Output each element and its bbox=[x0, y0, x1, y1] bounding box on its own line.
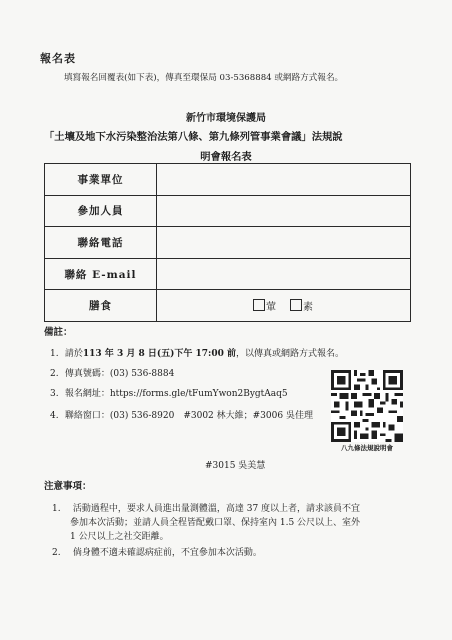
qr-code-icon[interactable] bbox=[331, 370, 403, 442]
label-company: 事業單位 bbox=[45, 164, 157, 196]
note-2-text: 傳真號碼：(03) 536-8884 bbox=[64, 369, 175, 379]
company-field[interactable] bbox=[157, 164, 411, 196]
note-3 bbox=[50, 386, 288, 399]
note-4-contact-extra: #3015 吳美慧 bbox=[205, 461, 266, 471]
note-2 bbox=[50, 366, 174, 379]
form-row-attendee bbox=[45, 195, 411, 227]
note-1 bbox=[50, 346, 344, 359]
form-title-line2: 明會報名表 bbox=[200, 151, 252, 163]
form-row-phone bbox=[45, 227, 411, 259]
attention-heading: 注意事項： bbox=[44, 481, 92, 492]
meal-option-meat-label: 葷 bbox=[266, 302, 276, 314]
label-phone: 聯絡電話 bbox=[45, 227, 157, 259]
checkbox-veg[interactable] bbox=[290, 299, 302, 311]
attention-2-text: 倘身體不適未確認病症前，不宜參加本次活動。 bbox=[72, 548, 262, 558]
note-4-text: 聯絡窗口：(03) 536-8920 #3002 林大維；#3006 吳佳理 bbox=[64, 411, 313, 421]
label-email: 聯絡 E-mail bbox=[45, 258, 157, 290]
note-1-post: ，以傳真或網路方式報名。 bbox=[236, 349, 345, 359]
attention-1-line3: 1 公尺以上之社交距離。 bbox=[70, 532, 169, 542]
form-title-line1: 「土壤及地下水污染整治法第八條、第九條列管事業會議」法規說 bbox=[44, 131, 343, 143]
note-3-number: 3. bbox=[50, 389, 59, 399]
attention-2-number: 2. bbox=[52, 548, 61, 558]
registration-link[interactable]: 報名網址：https://forms.gle/tFumYwon2BygtAaq5 bbox=[64, 389, 288, 399]
note-2-number: 2. bbox=[50, 369, 59, 379]
attendee-field[interactable] bbox=[157, 195, 411, 227]
form-row-email bbox=[45, 258, 411, 290]
attention-item-2 bbox=[52, 545, 262, 558]
email-field[interactable] bbox=[157, 258, 411, 290]
meal-options bbox=[157, 290, 411, 322]
meal-option-veg[interactable] bbox=[290, 298, 313, 313]
form-row-meal bbox=[45, 290, 411, 322]
attention-item-1 bbox=[52, 501, 360, 514]
section-heading: 報名表 bbox=[40, 52, 76, 65]
note-4-number: 4. bbox=[50, 411, 59, 421]
phone-field[interactable] bbox=[157, 227, 411, 259]
organization-name: 新竹市環境保護局 bbox=[186, 113, 266, 124]
label-attendee: 參加人員 bbox=[45, 195, 157, 227]
intro-text: 填寫報名回覆表(如下表)，傳真至環保局 03-5368884 或網路方式報名。 bbox=[64, 73, 344, 83]
meal-option-meat[interactable] bbox=[253, 298, 276, 313]
attention-1-number: 1. bbox=[52, 504, 61, 514]
note-1-deadline: 113 年 3 月 8 日(五)下午 17:00 前 bbox=[82, 349, 237, 359]
note-1-pre: 請於 bbox=[64, 349, 83, 359]
attention-1-line2: 參加本次活動；並請人員全程皆配戴口罩、保持室內 1.5 公尺以上、室外 bbox=[70, 518, 361, 528]
checkbox-meat[interactable] bbox=[253, 299, 265, 311]
registration-form-table bbox=[44, 163, 411, 322]
label-meal: 膳食 bbox=[45, 290, 157, 322]
note-1-number: 1. bbox=[50, 349, 59, 359]
notes-heading: 備註： bbox=[44, 327, 73, 338]
attention-1-line1: 活動過程中，要求人員進出量測體溫，高達 37 度以上者，請求該員不宜 bbox=[72, 504, 361, 514]
note-4 bbox=[50, 408, 313, 421]
meal-option-veg-label: 素 bbox=[303, 302, 313, 314]
form-row-company bbox=[45, 164, 411, 196]
qr-caption: 八九條法規說明會 bbox=[341, 444, 393, 452]
